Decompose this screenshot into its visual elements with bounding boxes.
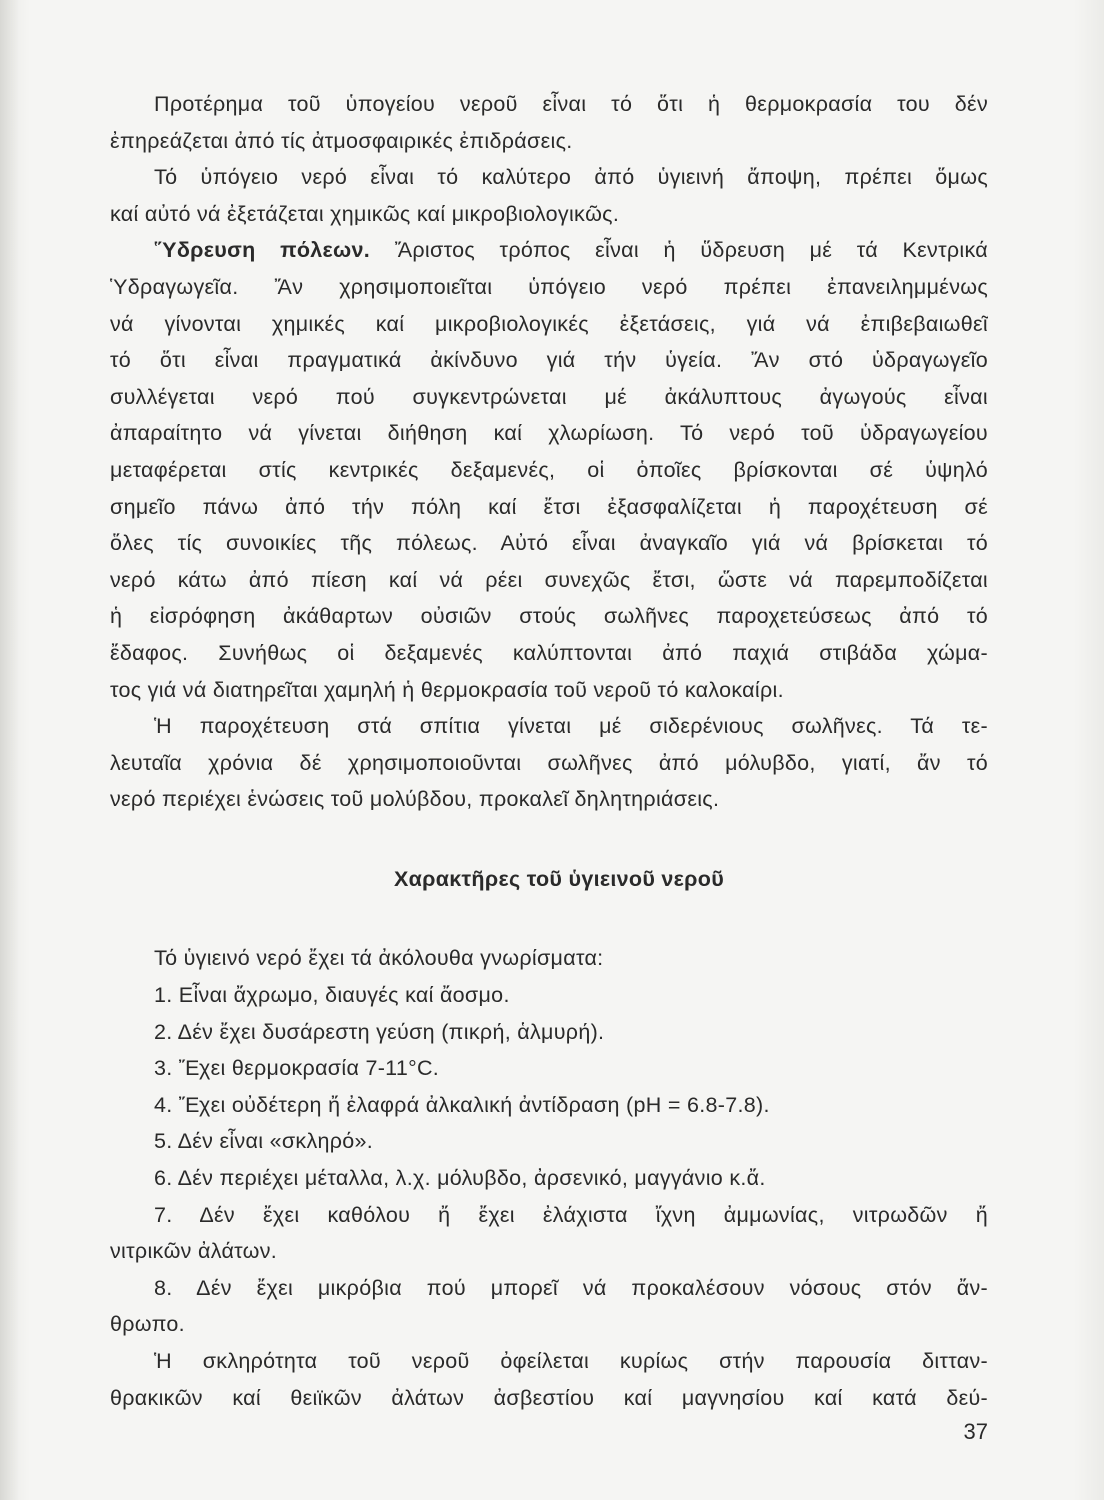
text-line: Ἡ παροχέτευση στά σπίτια γίνεται μέ σιδερένιους σωλῆνες. Τά τε- <box>154 714 988 739</box>
text-line: καί αὐτό νά ἐξετάζεται χημικῶς καί μικροβιολογικῶς. <box>110 201 620 226</box>
text-line: τος γιά νά διατηρεῖται χαμηλή ἡ θερμοκρασία τοῦ νεροῦ τό καλοκαίρι. <box>110 677 784 702</box>
book-spine-shadow <box>0 0 18 1500</box>
text-line: ἔδαφος. Συνήθως οἱ δεξαμενές καλύπτονται ἀπό παχιά στιβάδα χώμα- <box>110 640 988 665</box>
section-heading: Χαρακτῆρες τοῦ ὑγιεινοῦ νεροῦ <box>393 866 725 891</box>
list-item: 1. Εἶναι ἄχρωμο, διαυγές καί ἄοσμο. <box>154 983 510 1008</box>
list-item: 6. Δέν περιέχει μέταλλα, λ.χ. μόλυβδο, ἀρσενικό, μαγγάνιο κ.ἄ. <box>154 1166 766 1191</box>
section-lead-bold: Ὕδρευση πόλεων. <box>154 238 371 263</box>
text-line: ἐπηρεάζεται ἀπό τίς ἀτμοσφαιρικές ἐπιδράσεις. <box>110 128 573 153</box>
list-item: 5. Δέν εἶναι «σκληρό». <box>154 1129 374 1154</box>
list-item-continuation: νιτρικῶν ἀλάτων. <box>110 1239 278 1264</box>
text-line: τό ὅτι εἶναι πραγματικά ἀκίνδυνο γιά τήν ὑγεία. Ἄν στό ὑδραγωγεῖο <box>110 348 988 373</box>
text-line: συλλέγεται νερό πού συγκεντρώνεται μέ ἀκάλυπτους ἀγωγούς εἶναι <box>110 384 988 409</box>
paragraph-1 <box>110 86 988 159</box>
body-text <box>110 86 988 1416</box>
text-span: Ἄριστος τρόπος εἶναι ἡ ὕδρευση μέ τά Κεντρικά <box>370 238 988 263</box>
list-item: 7. Δέν ἔχει καθόλου ἤ ἔχει ἐλάχιστα ἴχνη ἀμμωνίας, νιτρωδῶν ἤ <box>154 1202 988 1227</box>
text-line: νερό περιέχει ἑνώσεις τοῦ μολύβδου, προκαλεῖ δηλητηριάσεις. <box>110 787 720 812</box>
list-item: 4. Ἔχει οὐδέτερη ἤ ἐλαφρά ἀλκαλική ἀντίδραση (pH = 6.8-7.8). <box>154 1092 770 1117</box>
text-line: Ἡ σκληρότητα τοῦ νεροῦ ὀφείλεται κυρίως στήν παρουσία διτταν- <box>154 1349 988 1373</box>
characteristics-list <box>110 940 988 1343</box>
text-line: ἀπαραίτητο νά γίνεται διήθηση καί χλωρίωση. Τό νερό τοῦ ὑδραγωγείου <box>110 421 988 446</box>
text-line: μεταφέρεται στίς κεντρικές δεξαμενές, οἱ ὁποῖες βρίσκονται σέ ὑψηλό <box>110 457 988 482</box>
text-line: νά γίνονται χημικές καί μικροβιολογικές ἐξετάσεις, γιά νά ἐπιβεβαιωθεῖ <box>110 311 988 336</box>
text-line: Προτέρημα τοῦ ὑπογείου νεροῦ εἶναι τό ὅτι ἡ θερμοκρασία του δέν <box>154 92 988 116</box>
list-item: 3. Ἔχει θερμοκρασία 7-11°C. <box>154 1056 440 1081</box>
text-line: λευταῖα χρόνια δέ χρησιμοποιοῦνται σωλῆνες ἀπό μόλυβδο, γιατί, ἄν τό <box>110 750 988 775</box>
list-item: 8. Δέν ἔχει μικρόβια πού μπορεῖ νά προκαλέσουν νόσους στόν ἄν- <box>154 1275 988 1300</box>
paragraph-2 <box>110 159 988 232</box>
list-item: 2. Δέν ἔχει δυσάρεστη γεύση (πικρή, ἁλμυρή). <box>154 1019 605 1044</box>
paragraph-water-supply <box>110 232 988 708</box>
page-number: 37 <box>963 1419 988 1444</box>
text-line: ἡ εἰσρόφηση ἀκάθαρτων οὐσιῶν στούς σωλῆνες παροχετεύσεως ἀπό τό <box>110 604 988 629</box>
paragraph-hardness <box>110 1343 988 1416</box>
text-line <box>110 232 988 269</box>
text-line: θρακικῶν καί θειϊκῶν ἀλάτων ἀσβεστίου καί μαγνησίου καί κατά δεύ- <box>110 1385 988 1410</box>
list-item-continuation: θρωπο. <box>110 1312 185 1337</box>
text-line: Ὑδραγωγεῖα. Ἄν χρησιμοποιεῖται ὑπόγειο νερό πρέπει ἐπανειλημμένως <box>110 274 988 299</box>
text-line: ὅλες τίς συνοικίες τῆς πόλεως. Αὐτό εἶναι ἀναγκαῖο γιά νά βρίσκεται τό <box>110 531 988 556</box>
paragraph-pipes <box>110 708 988 818</box>
text-line: σημεῖο πάνω ἀπό τήν πόλη καί ἔτσι ἐξασφαλίζεται ἡ παροχέτευση σέ <box>110 494 988 519</box>
list-intro: Τό ὑγιεινό νερό ἔχει τά ἀκόλουθα γνωρίσματα: <box>154 946 604 971</box>
text-line: Τό ὑπόγειο νερό εἶναι τό καλύτερο ἀπό ὑγιεινή ἄποψη, πρέπει ὅμως <box>154 165 988 190</box>
text-line: νερό κάτω ἀπό πίεση καί νά ρέει συνεχῶς ἔτσι, ὥστε νά παρεμποδίζεται <box>110 567 988 592</box>
